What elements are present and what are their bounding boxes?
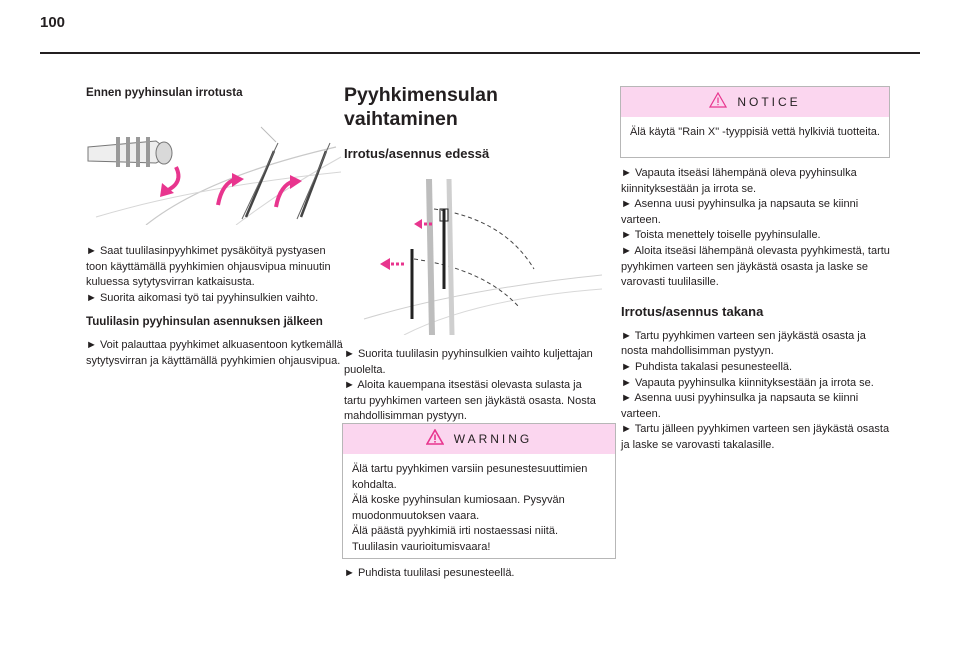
notice-box — [620, 86, 890, 158]
notice-header — [621, 87, 889, 117]
notice-label: NOTICE — [737, 95, 801, 109]
section-heading: Tuulilasin pyyhinsulan asennuksen jälkeen — [86, 315, 323, 329]
notice-text: Älä käytä "Rain X" -tyyppisiä vettä hylkiviä tuotteita. — [630, 126, 880, 138]
warning-label: WARNING — [453, 432, 533, 446]
instruction-text: ► Suorita tuulilasin pyyhinsulkien vaihto kuljettajan puolelta. ► Aloita kauempana itsestäsi olevasta sulasta ja tartu pyyhkimen varteen sen jäykästä osasta. Nosta mahdollisimman pystyyn. — [344, 348, 596, 423]
warning-box — [342, 423, 616, 559]
instruction-text: ► Saat tuulilasinpyyhkimet pysäköityä pystyasen toon käyttämällä pyyhkimien ohjausvipua minuutin kuluessa sytytysvirran katkaisusta. ► Suorita aikomasi työ tai pyyhinsulkien vaihto. — [86, 245, 331, 304]
instruction-text: ► Tartu pyyhkimen varteen sen jäykästä osasta ja nosta mahdollisimman pystyyn. ► Puhdista takalasi pesunesteellä. ► Vapauta pyyhinsulka kiinnityksestään ja irrota se. ► Asenna uusi pyyhinsulka ja napsauta se kiinni varteen. ► Tartu jälleen pyyhkimen varteen sen jäykästä osasta ja laske se varovasti takalasille. — [621, 329, 890, 451]
front-wiper-illustration — [344, 179, 602, 335]
column-3 — [621, 166, 893, 454]
section-subtitle: Irrotus/asennus edessä — [344, 146, 490, 161]
warning-icon — [426, 429, 444, 450]
page-title: Pyyhkimensulan vaihtaminen — [344, 84, 498, 130]
column-2 — [344, 80, 602, 425]
instruction-text: ► Vapauta itseäsi lähempänä oleva pyyhinsulka kiinnityksestään ja irrota se. ► Asenna uusi pyyhinsulka ja napsauta se kiinni varteen. ► Toista menettely toiselle pyyhinsulalle. ► Aloita itseäsi lähempänä olevasta pyyhkimestä, tartu pyyhkimen varteen sen jäykästä osasta ja laske se varovasti tuulilasille. — [621, 167, 890, 289]
wiper-lever-illustration — [86, 117, 344, 225]
page-number: 100 — [40, 14, 66, 31]
column-1 — [86, 80, 344, 370]
top-rule — [40, 52, 920, 54]
wiper-arm-icon — [242, 143, 330, 219]
wiper-stalk-icon — [88, 137, 172, 167]
instruction-text: ► Puhdista tuulilasi pesunesteellä. — [344, 567, 515, 579]
section-heading: Ennen pyyhinsulan irrotusta — [86, 86, 243, 99]
instruction-text: ► Voit palauttaa pyyhkimet alkuasentoon kytkemällä sytytysvirran ja käyttämällä pyyhkimien ohjausvipua. — [86, 339, 343, 367]
warning-text: Älä tartu pyyhkimen varsiin pesunestesuuttimien kohdalta. Älä koske pyyhinsulan kumiosaan. Pysyvän muodonmuutoksen vaara. Älä päästä pyyhkimiä irti nostaessasi niitä. Tuulilasin vaurioitumisvaara! — [352, 463, 588, 553]
notice-icon — [709, 92, 727, 113]
warning-header — [343, 424, 615, 454]
section-subtitle: Irrotus/asennus takana — [621, 303, 764, 319]
